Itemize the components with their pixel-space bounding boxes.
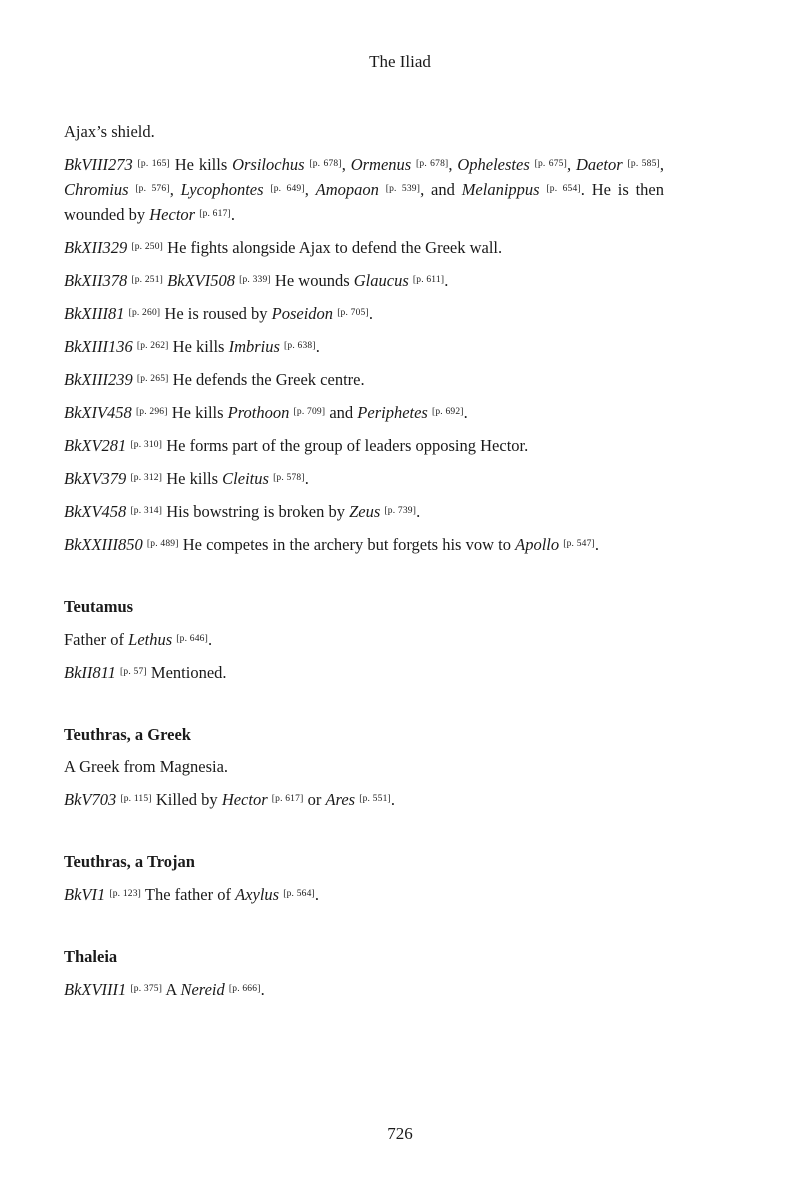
- character-link[interactable]: Hector: [149, 205, 196, 224]
- section-spacer: [64, 915, 664, 945]
- section-heading-teuthras-greek: Teuthras, a Greek: [64, 725, 191, 744]
- page-reference: [p. 666]: [228, 984, 261, 994]
- page-reference: [p. 638]: [284, 341, 316, 351]
- section-spacer: [64, 820, 664, 850]
- character-link[interactable]: Orsilochus: [232, 155, 305, 174]
- character-link[interactable]: Daetor: [575, 155, 623, 174]
- book-reference-link[interactable]: BkXIII239: [64, 370, 133, 389]
- book-reference-link[interactable]: BkXVIII1: [64, 980, 127, 999]
- section-heading-thaleia: Thaleia: [64, 947, 118, 966]
- character-link[interactable]: Lethus: [128, 630, 173, 649]
- page-reference: [p. 250]: [131, 242, 164, 252]
- section-heading-teuthras-trojan: Teuthras, a Trojan: [64, 852, 195, 871]
- page-reference: [p. 654]: [546, 184, 581, 194]
- character-link[interactable]: Amopaon: [315, 180, 379, 199]
- book-reference-link[interactable]: BkXXIII850: [64, 535, 143, 554]
- character-link[interactable]: Axylus: [235, 885, 280, 904]
- page-reference: [p. 678]: [416, 159, 449, 169]
- character-link[interactable]: Periphetes: [357, 403, 428, 422]
- book-reference-link[interactable]: BkXV458: [64, 502, 127, 521]
- page-reference: [p. 617]: [199, 209, 231, 219]
- page-reference: [p. 611]: [412, 275, 445, 285]
- character-link[interactable]: Chromius: [64, 180, 129, 199]
- book-reference-link[interactable]: BkXIII136: [64, 337, 133, 356]
- page-reference: [p. 678]: [309, 159, 342, 169]
- page-reference: [p. 705]: [337, 308, 369, 318]
- character-link[interactable]: Hector: [221, 790, 268, 809]
- book-reference-link[interactable]: BkVI1: [64, 885, 106, 904]
- entry-text: A Greek from Magnesia.: [64, 757, 229, 776]
- character-link[interactable]: Ophelestes: [457, 155, 530, 174]
- character-link[interactable]: Imbrius: [228, 337, 280, 356]
- character-link[interactable]: Nereid: [180, 980, 225, 999]
- entry-text: Ajax’s shield.: [64, 122, 155, 141]
- entry-bkxii329: BkXII329 [p. 250] He fights alongside Ajax to defend the Greek wall.: [64, 238, 503, 257]
- book-reference-link[interactable]: BkXII378: [64, 271, 128, 290]
- page-reference: [p. 709]: [293, 407, 326, 417]
- character-link[interactable]: Zeus: [349, 502, 381, 521]
- page-reference: [p. 646]: [176, 634, 208, 644]
- page-reference: [p. 375]: [130, 984, 163, 994]
- entry-bkxxiii850: BkXXIII850 [p. 489] He competes in the archery but forgets his vow to Apollo [p. 547].: [64, 535, 600, 554]
- entry-bkxv281: BkXV281 [p. 310] He forms part of the group of leaders opposing Hector.: [64, 436, 529, 455]
- entry-teutamus-father: Father of Lethus [p. 646].: [64, 630, 213, 649]
- entry-bkxiii136: BkXIII136 [p. 262] He kills Imbrius [p. 638].: [64, 337, 320, 356]
- page-reference: [p. 57]: [120, 667, 147, 677]
- character-link[interactable]: Ormenus: [350, 155, 412, 174]
- page-reference: [p. 265]: [136, 374, 169, 384]
- entry-bkxviii1: BkXVIII1 [p. 375] A Nereid [p. 666].: [64, 980, 265, 999]
- page-reference: [p. 165]: [137, 159, 170, 169]
- page-reference: [p. 649]: [270, 184, 305, 194]
- character-link[interactable]: Lycophontes: [180, 180, 264, 199]
- page-reference: [p. 314]: [130, 506, 163, 516]
- page-reference: [p. 123]: [109, 889, 142, 899]
- section-spacer: [64, 693, 664, 723]
- page-reference: [p. 310]: [130, 440, 163, 450]
- running-head-title: The Iliad: [369, 52, 431, 71]
- section-spacer: [64, 565, 664, 595]
- page-reference: [p. 739]: [384, 506, 417, 516]
- page-reference: [p. 489]: [146, 539, 179, 549]
- book-reference-link[interactable]: BkII811: [64, 663, 116, 682]
- character-link[interactable]: Prothoon: [227, 403, 290, 422]
- character-link[interactable]: Melanippus: [461, 180, 540, 199]
- page-reference: [p. 296]: [135, 407, 168, 417]
- book-reference-link[interactable]: BkVIII273: [64, 155, 133, 174]
- page-reference: [p. 262]: [136, 341, 169, 351]
- page-reference: [p. 539]: [385, 184, 421, 194]
- section-heading-teutamus: Teutamus: [64, 597, 134, 616]
- page-reference: [p. 564]: [283, 889, 315, 899]
- page-reference: [p. 260]: [128, 308, 161, 318]
- page-number: 726: [387, 1124, 413, 1143]
- entry-bkxiii239: BkXIII239 [p. 265] He defends the Greek centre.: [64, 370, 365, 389]
- entry-bkxiii81: BkXIII81 [p. 260] He is roused by Poseidon [p. 705].: [64, 304, 373, 323]
- entry-bkviii273: BkVIII273 [p. 165] He kills Orsilochus [p. 678], Ormenus [p. 678], Ophelestes [p. 675], Daetor [p. 585], Chromius [p. 576], Lycophontes [p. 649], Amopaon [p. 539], and Melanippus [p. 654]. He is then wounded by Hector [p. 617].: [64, 155, 665, 224]
- character-link[interactable]: Apollo: [515, 535, 560, 554]
- entry-bkv703: BkV703 [p. 115] Killed by Hector [p. 617] or Ares [p. 551].: [64, 790, 396, 809]
- book-reference-link[interactable]: BkXIII81: [64, 304, 125, 323]
- entry-bkvi1: BkVI1 [p. 123] The father of Axylus [p. 564].: [64, 885, 320, 904]
- page-reference: [p. 251]: [131, 275, 164, 285]
- book-reference-link[interactable]: BkXII329: [64, 238, 128, 257]
- book-reference-link[interactable]: BkXVI508: [163, 271, 235, 290]
- entry-bkii811: BkII811 [p. 57] Mentioned.: [64, 663, 227, 682]
- book-reference-link[interactable]: BkV703: [64, 790, 117, 809]
- page-reference: [p. 578]: [273, 473, 305, 483]
- index-content: [64, 120, 664, 1010]
- page-reference: [p. 547]: [563, 539, 595, 549]
- page-reference: [p. 576]: [135, 184, 170, 194]
- character-link[interactable]: Ares: [325, 790, 356, 809]
- character-link[interactable]: Glaucus: [353, 271, 409, 290]
- book-reference-link[interactable]: BkXV379: [64, 469, 127, 488]
- book-reference-link[interactable]: BkXIV458: [64, 403, 132, 422]
- page-reference: [p. 551]: [359, 794, 391, 804]
- character-link[interactable]: Poseidon: [271, 304, 334, 323]
- entry-bkxiv458: BkXIV458 [p. 296] He kills Prothoon [p. 709] and Periphetes [p. 692].: [64, 403, 468, 422]
- page-reference: [p. 585]: [627, 159, 660, 169]
- page-reference: [p. 675]: [534, 159, 567, 169]
- entry-bkxii378: BkXII378 [p. 251] BkXVI508 [p. 339] He wounds Glaucus [p. 611].: [64, 271, 449, 290]
- character-link[interactable]: Cleitus: [222, 469, 269, 488]
- entry-bkxv379: BkXV379 [p. 312] He kills Cleitus [p. 578].: [64, 469, 309, 488]
- book-reference-link[interactable]: BkXV281: [64, 436, 127, 455]
- page-reference: [p. 115]: [120, 794, 152, 804]
- entry-bkxv458: BkXV458 [p. 314] His bowstring is broken by Zeus [p. 739].: [64, 502, 421, 521]
- page-reference: [p. 312]: [130, 473, 163, 483]
- page-reference: [p. 339]: [239, 275, 271, 285]
- page-reference: [p. 617]: [271, 794, 304, 804]
- page-reference: [p. 692]: [431, 407, 464, 417]
